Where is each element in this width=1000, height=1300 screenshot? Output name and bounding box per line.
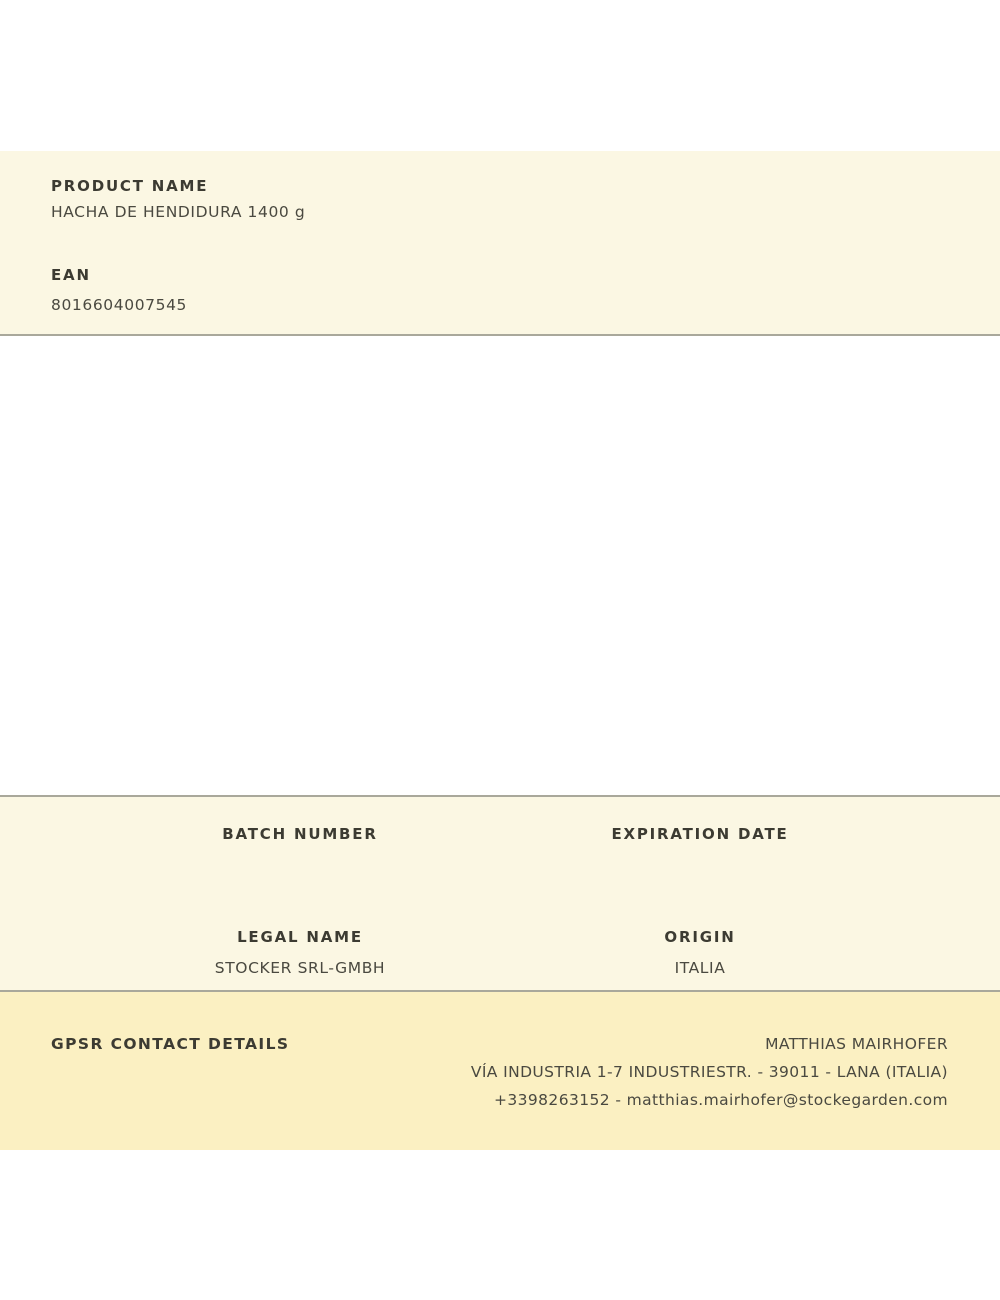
gpsr-contact-address: VÍA INDUSTRIA 1-7 INDUSTRIESTR. - 39011 - LANA (ITALIA)	[470, 1063, 948, 1081]
batch-number-label: BATCH NUMBER	[222, 825, 378, 843]
origin-field	[500, 928, 900, 978]
middle-whitespace	[0, 336, 1000, 795]
origin-label: ORIGIN	[664, 928, 736, 946]
legal-name-value: STOCKER SRL-GMBH	[214, 959, 386, 977]
legal-name-label: LEGAL NAME	[237, 928, 363, 946]
legal-name-field	[100, 928, 500, 978]
product-info-section	[0, 151, 1000, 336]
gpsr-contact-block	[471, 1035, 948, 1119]
ean-value: 8016604007545	[51, 296, 188, 314]
gpsr-contact-phone-email: +3398263152 - matthias.mairhofer@stockegarden.com	[494, 1091, 948, 1109]
product-name-label: PRODUCT NAME	[51, 177, 209, 195]
gpsr-contact-title: GPSR CONTACT DETAILS	[51, 1035, 290, 1053]
expiration-date-field	[500, 825, 900, 856]
expiration-date-label: EXPIRATION DATE	[611, 825, 789, 843]
ean-label: EAN	[51, 266, 91, 284]
gpsr-contact-section	[0, 992, 1000, 1150]
gpsr-contact-name: MATTHIAS MAIRHOFER	[765, 1035, 948, 1053]
batch-number-field	[100, 825, 500, 856]
batch-details-section	[0, 795, 1000, 992]
top-whitespace	[0, 0, 1000, 151]
origin-value: ITALIA	[674, 959, 726, 977]
product-name-value: HACHA DE HENDIDURA 1400 g	[51, 203, 306, 221]
